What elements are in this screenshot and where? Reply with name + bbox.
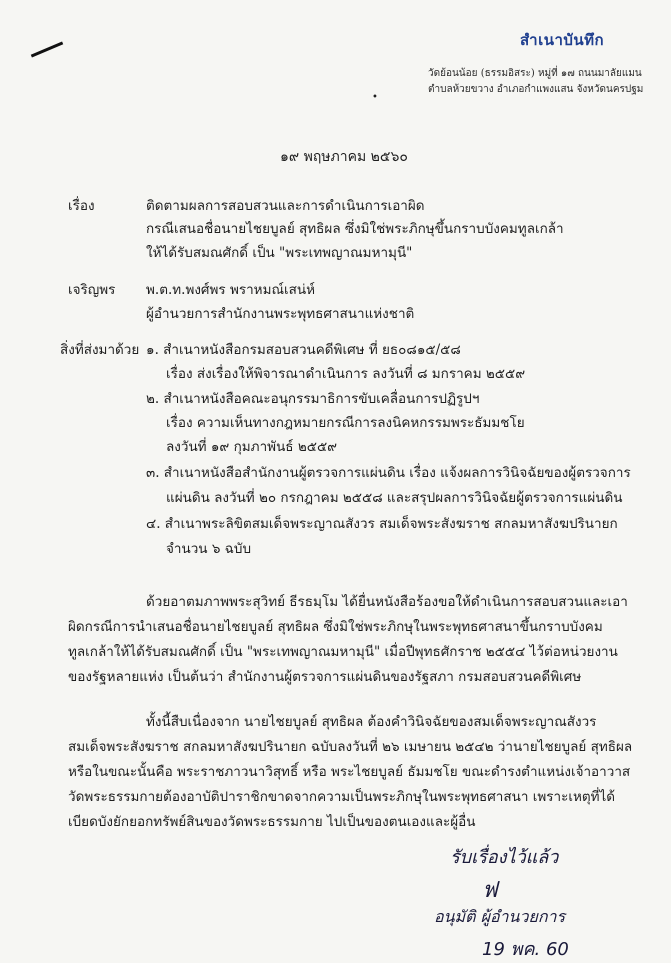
recipient-title: ผู้อำนวยการสำนักงานพระพุทธศาสนาแห่งชาติ (146, 306, 415, 322)
paragraph-2-line: เบียดบังยักยอกทรัพย์สินของวัดพระธรรมกาย ไปเป็นของตนเองและผู้อื่น (68, 814, 476, 830)
subject-line: กรณีเสนอชื่อนายไชยบูลย์ สุทธิผล ซึ่งมิใช่พระภิกษุขึ้นกราบบังคมทูลเกล้า (146, 221, 564, 237)
subject-line: ติดตามผลการสอบสวนและการดำเนินการเอาผิด (146, 198, 425, 214)
paragraph-1-line: ด้วยอาตมภาพพระสุวิทย์ ธีรธมฺโม ได้ยื่นหนังสือร้องขอให้ดำเนินการสอบสวนและเอา (146, 594, 628, 610)
paragraph-2-line: วัดพระธรรมกายต้องอาบัติปาราชิกขาดจากความเป็นพระภิกษุในพระพุทธศาสนา เพราะเหตุที่ได้ (68, 789, 616, 805)
paragraph-2-line: ทั้งนี้สืบเนื่องจาก นายไชยบูลย์ สุทธิผล ต้องคำวินิจฉัยของสมเด็จพระญาณสังวร (146, 714, 597, 730)
paragraph-1-line: ทูลเกล้าให้ได้รับสมณศักดิ์ เป็น "พระเทพญาณมหามุนี" เมื่อปีพุทธศักราช ๒๕๕๔ ไว้ต่อหน่วยงาน (68, 644, 618, 660)
sender-address-line-1: วัดย้อนน้อย (ธรรมอิสระ) หมู่ที่ ๑๗ ถนนมาลัยแมน (428, 68, 642, 79)
pen-mark (31, 41, 63, 57)
handwritten-initial: ฟ (482, 878, 498, 903)
enclosure-item: ๓. สำเนาหนังสือสำนักงานผู้ตรวจการแผ่นดิน เรื่อง แจ้งผลการวินิจฉัยของผู้ตรวจการ (146, 465, 631, 481)
enclosure-item: ๔. สำเนาพระลิขิตสมเด็จพระญาณสังวร สมเด็จพระสังฆราช สกลมหาสังฆปรินายก (146, 516, 618, 532)
letter-date: ๑๙ พฤษภาคม ๒๕๖๐ (280, 149, 408, 165)
enclosure-item: จำนวน ๖ ฉบับ (166, 541, 252, 557)
recipient-label: เจริญพร (68, 282, 116, 298)
enclosure-item: ๒. สำเนาหนังสือคณะอนุกรรมาธิการขับเคลื่อนการปฏิรูปฯ (146, 391, 480, 407)
subject-label: เรื่อง (68, 198, 95, 214)
recipient-name: พ.ต.ท.พงศ์พร พราหมณ์เสน่ห์ (146, 282, 315, 298)
enclosure-item: เรื่อง ส่งเรื่องให้พิจารณาดำเนินการ ลงวันที่ ๘ มกราคม ๒๕๕๙ (166, 366, 526, 382)
enclosure-item: ลงวันที่ ๑๙ กุมภาพันธ์ ๒๕๕๙ (166, 439, 338, 455)
enclosure-item: แผ่นดิน ลงวันที่ ๒๐ กรกฎาคม ๒๕๕๘ และสรุปผลการวินิจฉัยผู้ตรวจการแผ่นดิน (166, 490, 623, 506)
paragraph-1-line: ผิดกรณีการนำเสนอชื่อนายไชยบูลย์ สุทธิผล ซึ่งมิใช่พระภิกษุในพระพุทธศาสนาขึ้นกราบบังคม (68, 619, 603, 635)
handwritten-note: รับเรื่องไว้แล้ว (450, 847, 559, 868)
copy-stamp: สำเนาบันทึก (520, 32, 605, 49)
sender-address-line-2: ตำบลห้วยขวาง อำเภอกำแพงแสน จังหวัดนครปฐม (428, 84, 644, 95)
enclosure-item: เรื่อง ความเห็นทางกฎหมายกรณีการลงนิคหกรรมพระธัมมชโย (166, 415, 525, 431)
handwritten-signature: อนุมัติ ผู้อำนวยการ (434, 907, 566, 926)
paragraph-2-line: หรือในขณะนั้นคือ พระราชภาวนาวิสุทธิ์ หรือ พระไชยบูลย์ ธัมมชโย ขณะดำรงตำแหน่งเจ้าอาวาส (68, 764, 631, 780)
subject-line: ให้ได้รับสมณศักดิ์ เป็น "พระเทพญาณมหามุนี" (146, 245, 413, 261)
handwritten-date: 19 พค. 60 (482, 939, 569, 960)
enclosure-item: ๑. สำเนาหนังสือกรมสอบสวนคดีพิเศษ ที่ ยธ๐๘๑๕/๕๘ (146, 342, 461, 358)
enclosures-label: สิ่งที่ส่งมาด้วย (60, 342, 140, 358)
paragraph-1-line: ของรัฐหลายแห่ง เป็นต้นว่า สำนักงานผู้ตรวจการแผ่นดินของรัฐสภา กรมสอบสวนคดีพิเศษ (68, 669, 582, 685)
paragraph-2-line: สมเด็จพระสังฆราช สกลมหาสังฆปรินายก ฉบับลงวันที่ ๒๖ เมษายน ๒๕๔๒ ว่านายไชยบูลย์ สุทธิผล (68, 739, 633, 755)
ink-dot: • (372, 92, 378, 103)
